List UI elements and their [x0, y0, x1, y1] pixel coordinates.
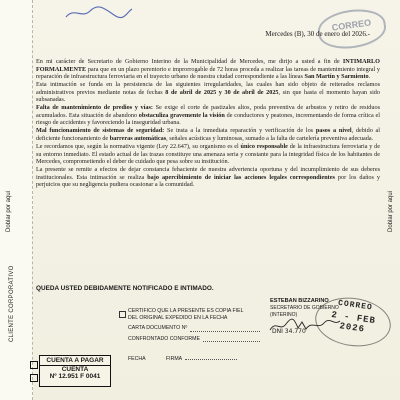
firma-field — [166, 356, 237, 362]
certification-block — [128, 308, 260, 342]
cert-doc-row — [128, 325, 260, 332]
correo-stamp: CORREO — [316, 5, 389, 52]
paragraph-legal-responsibility: Le recordamos que, según la normativa vigente (Ley 22.647), su organismo es el único responsable de la infraestructura ferroviaria y de su entorno inmediato. El estado actual de las trazas constituye una amenaza seria y constante para la integridad física de los habitantes de Mercedes, comprometiendo el deber de cuidado que pesa sobre su institución. — [36, 143, 380, 166]
cert-doc-label: CARTA DOCUMENTO Nº — [128, 325, 188, 332]
signer-title: SECRETARIO DE GOBIERNO — [270, 305, 339, 311]
date-stamp — [312, 293, 394, 351]
account-box-title: CUENTA A PAGAR — [40, 356, 110, 366]
date-stamp-value: 2 - FEB 2026 — [330, 309, 377, 335]
left-margin-strip — [0, 0, 33, 400]
fecha-label: FECHA — [128, 356, 146, 362]
paragraph-maintenance: Falta de mantenimiento de predios y vías: Se exige el corte de pastizales altos, poda preventiva de arbustos y retiro de residuos acumulados. Esta situación de abandono obstaculiza gravemente la visión de conductores y peatones, incrementando de forma crítica el riesgo de accidentes y favoreciendo la inseguridad urbana. — [36, 104, 380, 127]
firma-label: FIRMA — [166, 356, 183, 362]
letter-body — [36, 58, 380, 189]
account-box — [39, 355, 111, 387]
cert-line-1: CERTIFICO QUE LA PRESENTE ES COPIA FIEL — [128, 308, 244, 314]
paragraph-foundation: Esta intimación se funda en la persistencia de las siguientes irregularidades, las cuales han sido objeto de reiterados reclamos administrativos previos mediante notas de fechas 8 de abril de 2025 y 30 de abril de 2025, sin que hasta el momento hayan sido subsanadas. — [36, 81, 380, 104]
account-checkbox-1 — [30, 361, 38, 369]
letter-date: Mercedes (B), 30 de enero del 2026.- — [265, 30, 370, 38]
signer-subtitle: (INTERINO) — [270, 312, 298, 318]
paragraph-intro: En mi carácter de Secretario de Gobierno Interino de la Municipalidad de Mercedes, me dirijo a usted a fin de INTIMARLO FORMALMENTE para que en un plazo perentorio e improrrogable de 72 horas proceda a realizar las tareas de mantenimiento integral y reparación de infraestructura ferroviaria en el trayecto urbano de nuestra ciudad correspondiente a las líneas San Martín y Sarmiento. — [36, 58, 380, 81]
cert-line-2: DEL ORIGINAL EXPEDIDO EN LA FECHA — [128, 314, 228, 321]
closing-notice: QUEDA USTED DEBIDAMENTE NOTIFICADO E INTIMADO. — [36, 285, 214, 292]
blue-ink-scribble — [64, 5, 134, 21]
signer-dni: DNI 34.770 — [272, 328, 306, 334]
fecha-field — [128, 356, 146, 362]
paragraph-warning: La presente se remite a efectos de dejar constancia fehaciente de nuestra advertencia oportuna y del incumplimiento de sus deberes institucionales. Esta intimación se realiza bajo apercibimiento de iniciar las acciones legales correspondientes por los daños y perjuicios que su negligencia pudiera ocasionar a la comunidad. — [36, 166, 381, 189]
cert-confrontado-row — [128, 336, 260, 343]
date-stamp-label: CORREO — [337, 298, 374, 313]
account-box-label: CUENTA — [61, 366, 89, 373]
cert-confrontado-label: CONFRONTADO CONFORME — [128, 335, 200, 342]
account-box-number: Nº 12.951 F 0041 — [49, 373, 101, 380]
account-checkbox-2 — [30, 374, 38, 382]
fold-line-label-left: Doblar por aquí — [6, 190, 12, 232]
fold-line-label-right: Doblar por aquí — [388, 190, 394, 232]
certification-checkbox — [119, 311, 126, 318]
signer-name: ESTEBAN BIZZARINO — [270, 298, 329, 304]
paragraph-safety-systems: Mal funcionamiento de sistemas de seguridad: Se insta a la inmediata reparación y verificación de los pasos a nivel, debido al deficiente funcionamiento de barreras automáticas, señales acústicas y luminosas, sumado a la falta de cartelería preventiva adecuada. — [36, 127, 381, 142]
corporate-client-label: CLIENTE CORPORATIVO — [9, 265, 15, 342]
